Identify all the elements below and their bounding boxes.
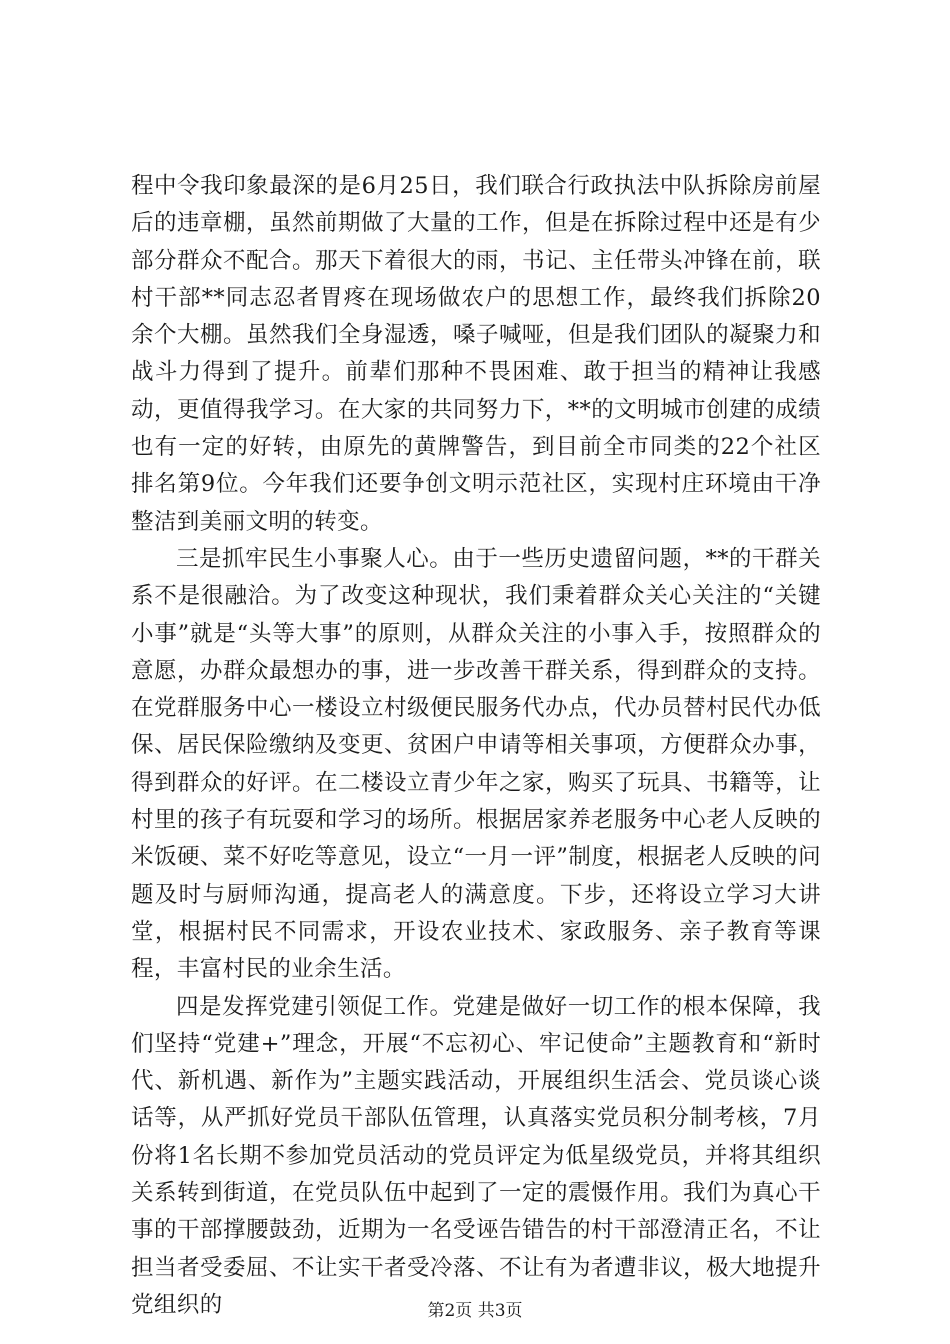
paragraph-1: 程中令我印象最深的是6月25日，我们联合行政执法中队拆除房前屋后的违章棚，虽然前期做了大量的工作，但是在拆除过程中还是有少部分群众不配合。那天下着很大的雨，书记、主任带头冲锋在前，联村干部**同志忍者胃疼在现场做农户的思想工作，最终我们拆除20余个大棚。虽然我们全身湿透，嗓子喊哑，但是我们团队的凝聚力和战斗力得到了提升。前辈们那种不畏困难、敢于担当的精神让我感动，更值得我学习。在大家的共同努力下，**的文明城市创建的成绩也有一定的好转，由原先的黄牌警告，到目前全市同类的22个社区排名第9位。今年我们还要争创文明示范社区，实现村庄环境由干净整洁到美丽文明的转变。 [131,173,821,535]
page-footer: 第2页 共3页 [427,1301,523,1321]
paragraph-2: 三是抓牢民生小事聚人心。由于一些历史遗留问题，**的干群关系不是很融洽。为了改变这种现状，我们秉着群众关心关注的“关键小事”就是“头等大事”的原则，从群众关注的小事入手，按照群众的意愿，办群众最想办的事，进一步改善干群关系，得到群众的支持。在党群服务中心一楼设立村级便民服务代办点，代办员替村民代办低保、居民保险缴纳及变更、贫困户申请等相关事项，方便群众办事，得到群众的好评。在二楼设立青少年之家，购买了玩具、书籍等，让村里的孩子有玩耍和学习的场所。根据居家养老服务中心老人反映的米饭硬、菜不好吃等意见，设立“一月一评”制度，根据老人反映的问题及时与厨师沟通，提高老人的满意度。下步，还将设立学习大讲堂，根据村民不同需求，开设农业技术、家政服务、亲子教育等课程，丰富村民的业余生活。 [131,545,821,983]
document-body [131,168,821,1324]
paragraph-3: 四是发挥党建引领促工作。党建是做好一切工作的根本保障，我们坚持“党建+”理念，开展“不忘初心、牢记使命”主题教育和“新时代、新机遇、新作为”主题实践活动，开展组织生活会、党员谈心谈话等，从严抓好党员干部队伍管理，认真落实党员积分制考核，7月份将1名长期不参加党员活动的党员评定为低星级党员，并将其组织关系转到街道，在党员队伍中起到了一定的震慑作用。我们为真心干事的干部撑腰鼓劲，近期为一名受诬告错告的村干部澄清正名，不让担当者受委屈、不让实干者受冷落、不让有为者遭非议，极大地提升党组织的 [131,993,821,1318]
